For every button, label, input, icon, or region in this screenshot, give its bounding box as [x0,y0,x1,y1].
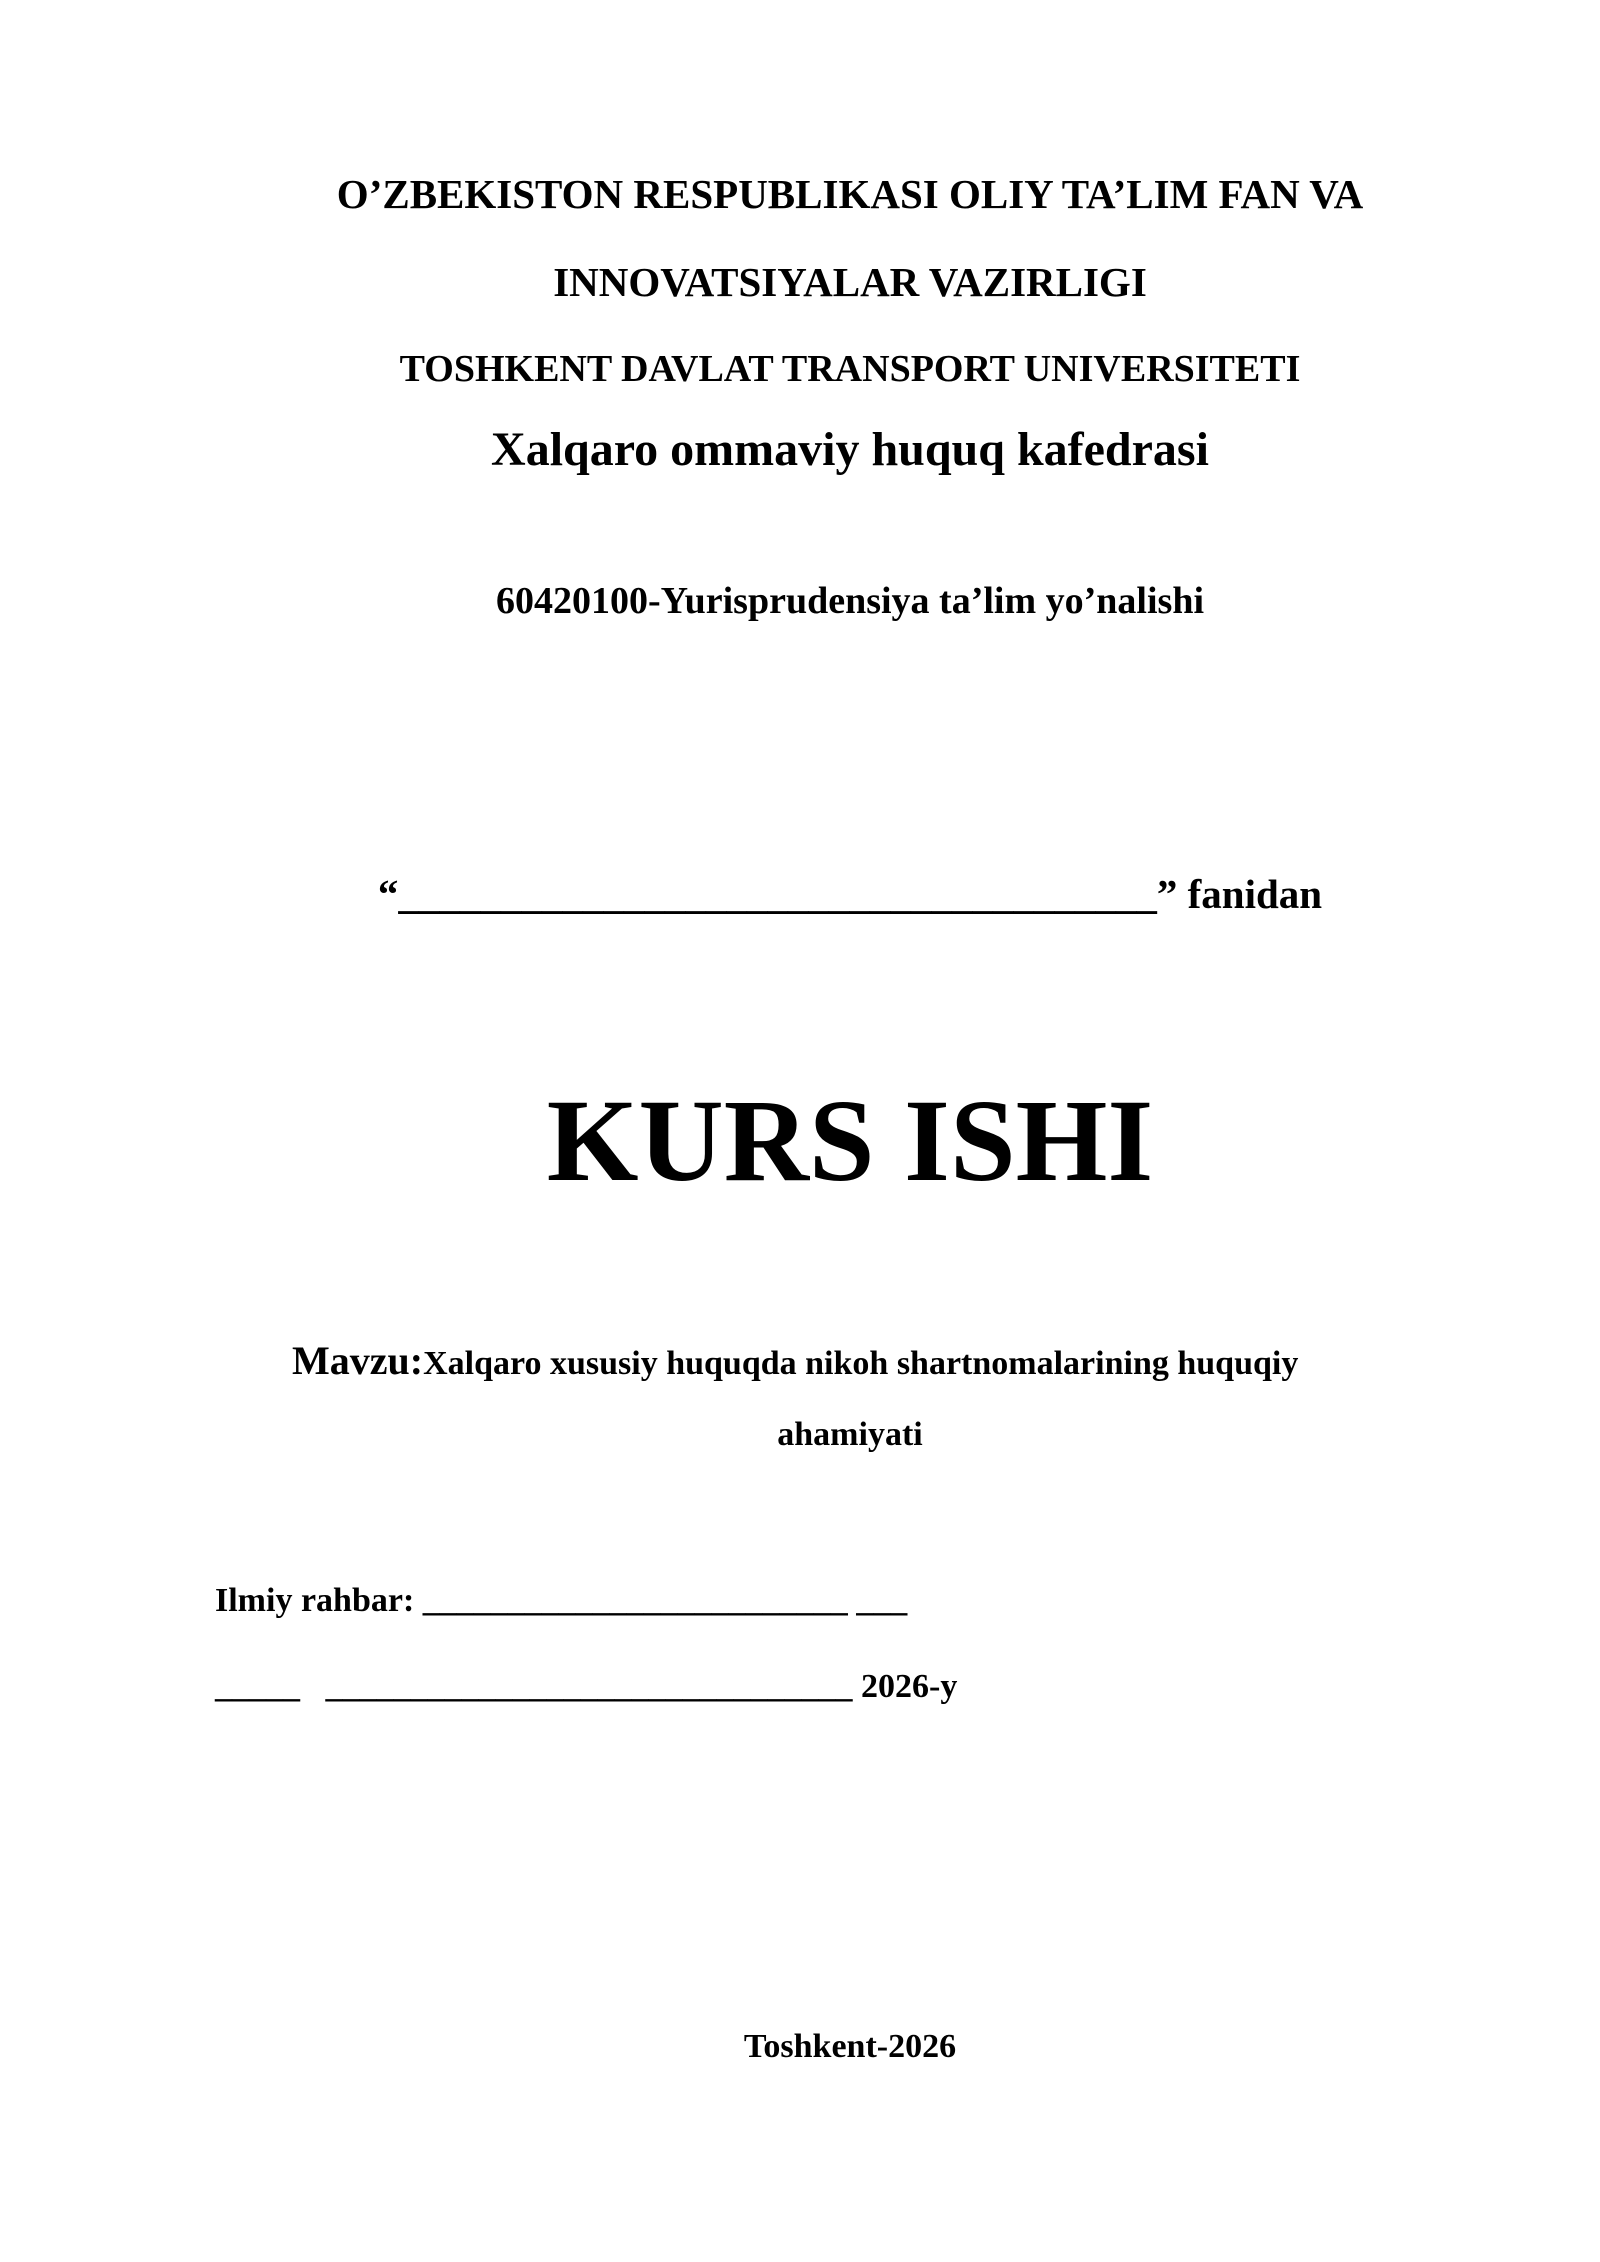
subject-open-quote: “ [377,871,399,917]
ministry-title-line-1: O’ZBEKISTON RESPUBLIKASI OLIY TA’LIM FAN VA [336,171,1364,217]
document-type-title: KURS ISHI [546,1075,1154,1206]
university-name: TOSHKENT DAVLAT TRANSPORT UNIVERSITETI [399,348,1301,390]
subject-blank: _____________________________________ [398,871,1157,917]
advisor-line [215,1584,907,1618]
topic-label: Mavzu: [292,1338,424,1383]
subject-suffix: ” fanidan [1156,871,1323,917]
subject-line [0,871,1600,917]
date-line [215,1670,957,1704]
city-year: Toshkent-2026 [743,2028,957,2065]
topic-line-1 [292,1338,1299,1383]
department-name: Xalqaro ommaviy huquq kafedrasi [491,423,1209,476]
advisor-blank: _________________________ ___ [422,1582,908,1619]
date-month-blank: _______________________________ [325,1668,853,1705]
date-year: 2026-y [861,1668,958,1705]
ministry-title-line-2: INNOVATSIYALAR VAZIRLIGI [553,259,1147,305]
advisor-label: Ilmiy rahbar: [215,1582,415,1619]
study-program: 60420100-Yurisprudensiya ta’lim yo’nalishi [495,580,1205,622]
topic-text-2: ahamiyati [777,1416,923,1453]
date-day-blank: _____ [215,1668,300,1705]
topic-text-1: Xalqaro xususiy huquqda nikoh shartnomalarining huquqiy [423,1345,1299,1382]
